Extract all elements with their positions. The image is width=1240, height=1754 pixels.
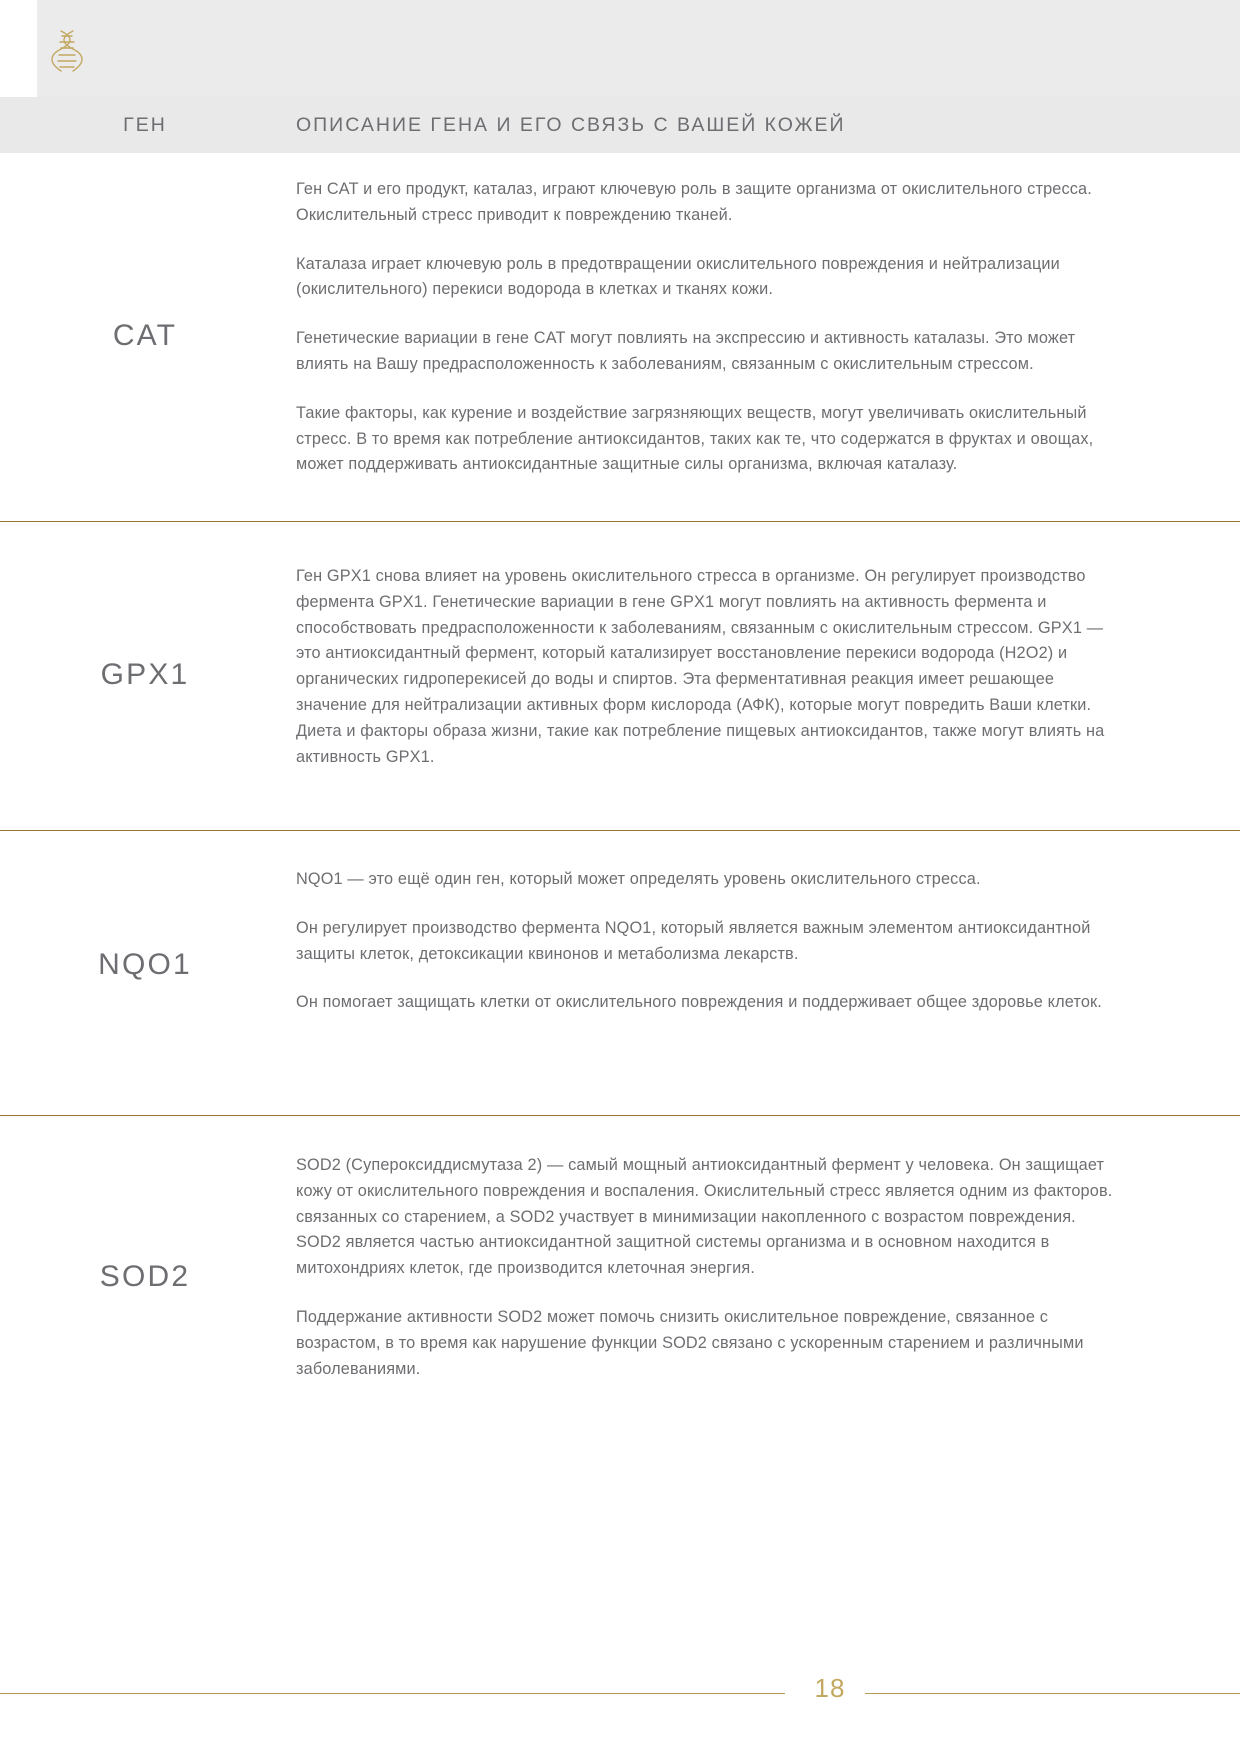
- paragraph: Каталаза играет ключевую роль в предотвращении окислительного повреждения и нейтрализации (окислительного) перекиси водорода в клетках и тканях кожи.: [296, 254, 1060, 299]
- footer-rule-left: [0, 1693, 785, 1694]
- gene-label-sod2: SOD2: [99, 1260, 191, 1293]
- paragraph: NQO1 — это ещё один ген, который может определять уровень окислительного стресса.: [296, 870, 981, 888]
- row-divider: [0, 1115, 1240, 1116]
- header-left-notch: [0, 0, 37, 97]
- paragraph: Он помогает защищать клетки от окислительного повреждения и поддерживает общее здоровье клеток.: [296, 993, 1102, 1012]
- paragraph: Поддержание активности SOD2 может помочь снизить окислительное повреждение, связанное с возрастом, в то время как нарушение функции SOD2 связано с ускоренным старением и различными заболеваниями.: [296, 1307, 1084, 1378]
- column-header-description: ОПИСАНИЕ ГЕНА И ЕГО СВЯЗЬ С ВАШЕЙ КОЖЕЙ: [296, 113, 846, 136]
- gene-description-gpx1: [296, 564, 1118, 770]
- row-divider: [0, 521, 1240, 522]
- gene-description-nqo1: [296, 867, 1118, 1016]
- gene-description-sod2: [296, 1153, 1118, 1382]
- gene-label-nqo1: NQO1: [98, 948, 192, 981]
- paragraph: Генетические вариации в гене CAT могут повлиять на экспрессию и активность каталазы. Это может влиять на Вашу предрасположенность к заболеваниям, связанным с окислительным стрессом.: [296, 329, 1076, 373]
- row-divider: [0, 830, 1240, 831]
- paragraph: SOD2 (Супероксиддисмутаза 2) — самый мощный антиоксидантный фермент у человека. Он защищает кожу от окислительного повреждения и воспаления. Окислительный стресс является одним из факторов. связанных со старением, а SOD2 участвует в минимизации накопленного с возрастом повреждения. SOD2 является частью антиоксидантной защитной системы организма и в основном находится в митохондриях клеток, где производится клеточная энергия.: [296, 1156, 1113, 1278]
- gene-label-gpx1: GPX1: [100, 658, 190, 691]
- gene-label-cat: CAT: [112, 319, 178, 352]
- page-number: 18: [814, 1673, 846, 1703]
- paragraph: Он регулирует производство фермента NQO1, который является важным элементом антиоксидантной защиты клеток, детоксикации квинонов и метаболизма лекарств.: [296, 918, 1091, 963]
- dna-helix-icon: [44, 27, 90, 75]
- footer-rule-right: [865, 1693, 1240, 1694]
- paragraph: Ген CAT и его продукт, каталаз, играют ключевую роль в защите организма от окислительного стресса. Окислительный стресс приводит к повреждению тканей.: [296, 180, 1092, 224]
- gene-description-cat: [296, 177, 1118, 478]
- paragraph: Такие факторы, как курение и воздействие загрязняющих веществ, могут увеличивать окислительный стресс. В то время как потребление антиоксидантов, таких как те, что содержатся в фруктах и овощах, может поддерживать антиоксидантные защитные силы организма, включая каталазу.: [296, 403, 1094, 474]
- paragraph: Ген GPX1 снова влияет на уровень окислительного стресса в организме. Он регулирует производство фермента GPX1. Генетические вариации в гене GPX1 могут повлиять на активность фермента и способствовать предрасположенности к заболеваниям, связанным с окислительным стрессом. GPX1 — это антиоксидантный фермент, который катализирует восстановление перекиси водорода (H2O2) и органических гидроперекисей до воды и спиртов. Эта ферментативная реакция имеет решающее значение для нейтрализации активных форм кислорода (АФК), которые могут повредить Ваши клетки. Диета и факторы образа жизни, такие как потребление пищевых антиоксидантов, также могут влиять на активность GPX1.: [296, 567, 1105, 766]
- page-header-bar: [0, 0, 1240, 97]
- column-header-gene: ГЕН: [123, 113, 167, 136]
